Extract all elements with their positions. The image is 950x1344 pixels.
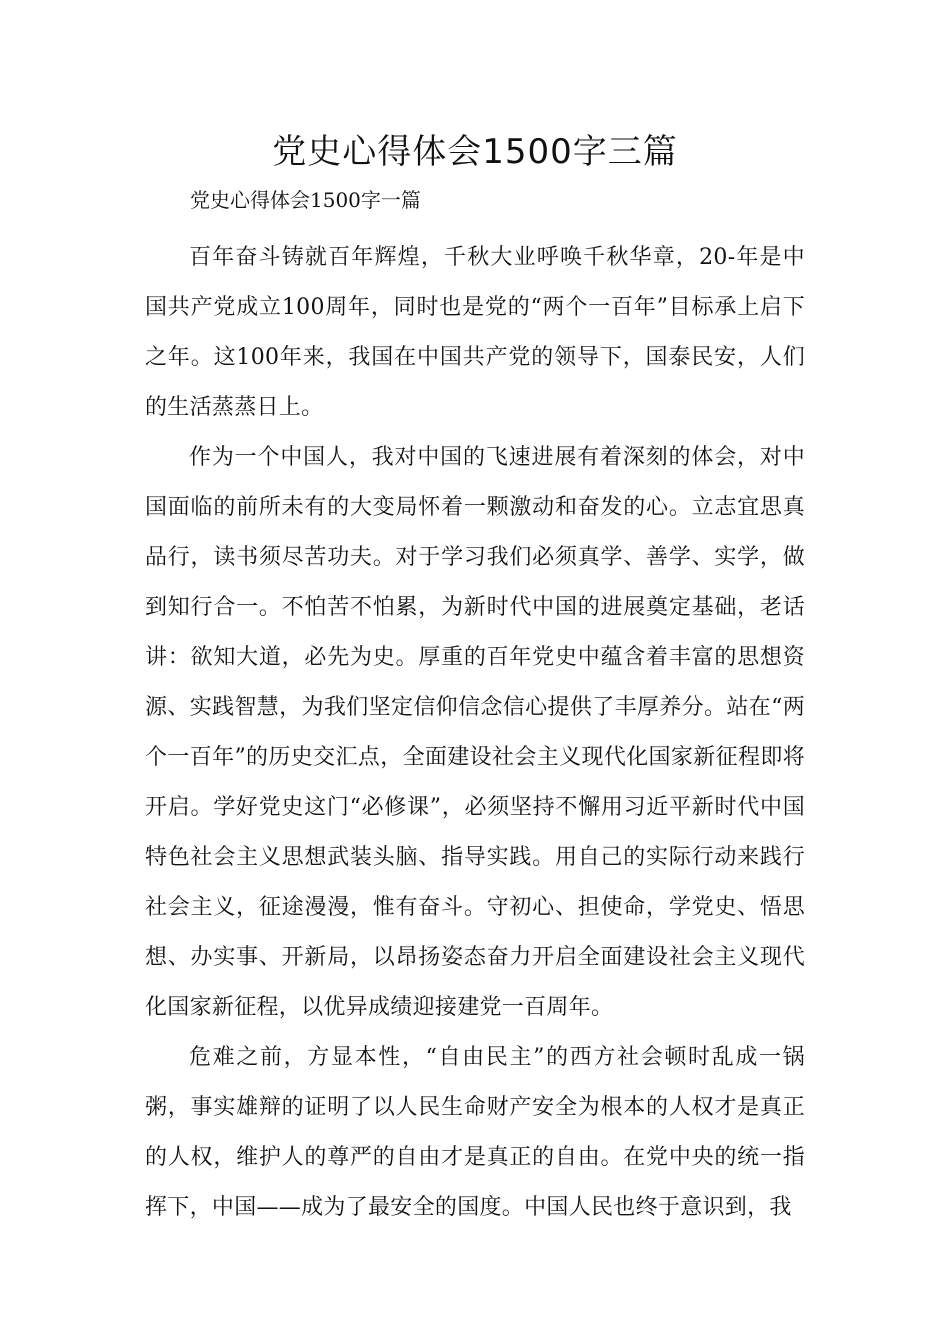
paragraph-1: 百年奋斗铸就百年辉煌，千秋大业呼唤千秋华章，20-年是中国共产党成立100周年，同时也是党的“两个一百年”目标承上启下之年。这100年来，我国在中国共产党的领导下，国泰民安，人们的生活蒸蒸日上。 — [145, 245, 805, 420]
paragraph-2: 作为一个中国人，我对中国的飞速进展有着深刻的体会，对中国面临的前所未有的大变局怀着一颗激动和奋发的心。立志宜思真品行，读书须尽苦功夫。对于学习我们必须真学、善学、实学，做到知行合一。不怕苦不怕累，为新时代中国的进展奠定基础，老话讲：欲知大道，必先为史。厚重的百年党史中蕴含着丰富的思想资源、实践智慧，为我们坚定信仰信念信心提供了丰厚养分。站在“两个一百年”的历史交汇点，全面建设社会主义现代化国家新征程即将开启。学好党史这门“必修课”，必须坚持不懈用习近平新时代中国特色社会主义思想武装头脑、指导实践。用自己的实际行动来践行社会主义，征途漫漫，惟有奋斗。守初心、担使命，学党史、悟思想、办实事、开新局，以昂扬姿态奋力开启全面建设社会主义现代化国家新征程，以优异成绩迎接建党一百周年。 — [145, 445, 805, 1020]
document-title: 党史心得体会1500字三篇 — [272, 132, 678, 172]
document-body — [145, 233, 805, 1233]
document-subtitle: 党史心得体会1500字一篇 — [190, 188, 421, 212]
paragraph-3: 危难之前，方显本性，“自由民主”的西方社会顿时乱成一锅粥，事实雄辩的证明了以人民生命财产安全为根本的人权才是真正的人权，维护人的尊严的自由才是真正的自由。在党中央的统一指挥下，中国——成为了最安全的国度。中国人民也终于意识到，我 — [145, 1045, 805, 1220]
